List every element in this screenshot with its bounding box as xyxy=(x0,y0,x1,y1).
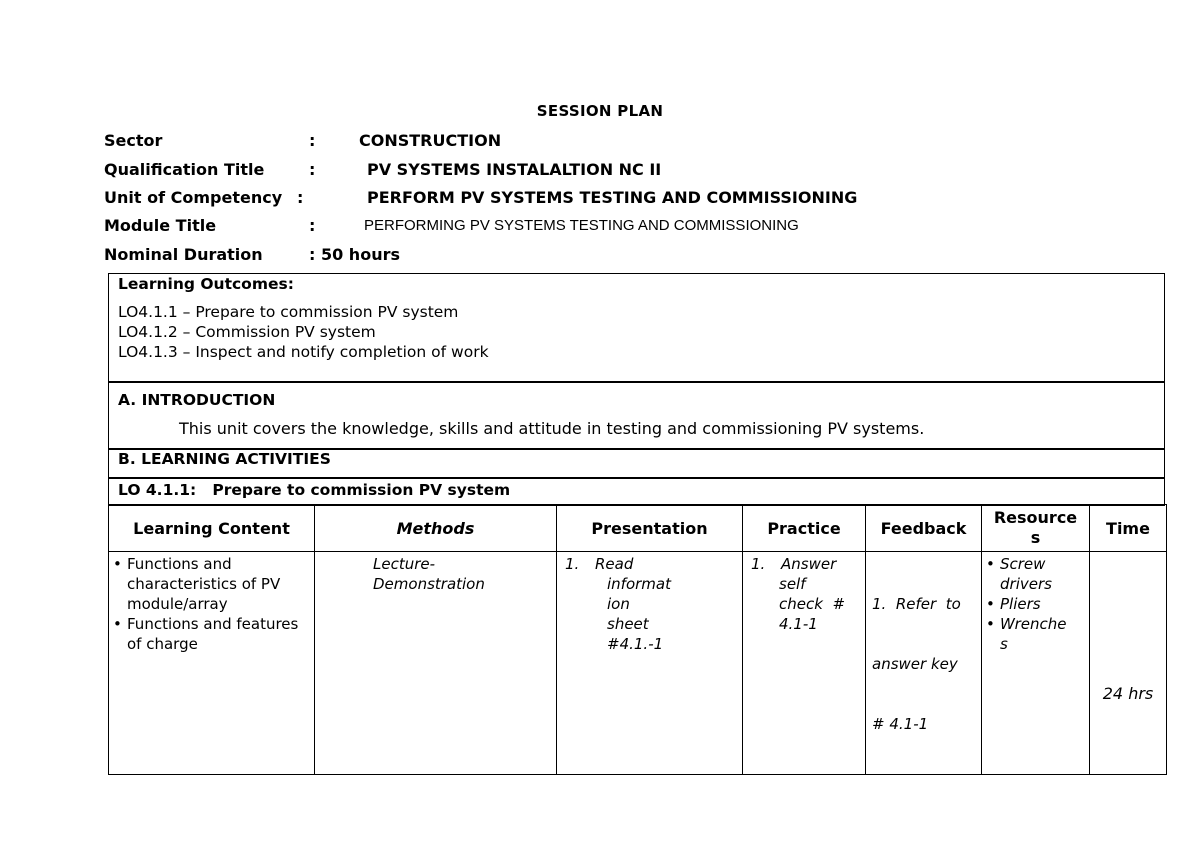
feedback-line: # 4.1-1 xyxy=(872,715,929,733)
header-time: Time xyxy=(1090,505,1167,552)
cell-learning-content xyxy=(109,552,315,775)
presentation-line: #4.1.-1 xyxy=(607,635,664,653)
practice-line: check # xyxy=(779,595,846,613)
lo-heading-box xyxy=(108,477,1165,506)
unit-colon: : xyxy=(297,188,304,207)
methods-line1: Lecture- xyxy=(373,555,436,573)
table-header-row xyxy=(109,505,1167,552)
cell-resources xyxy=(982,552,1090,775)
resource-item xyxy=(986,594,1085,614)
learning-outcome-item: LO4.1.1 – Prepare to commission PV system xyxy=(118,303,459,321)
duration-value: : 50 hours xyxy=(309,245,400,264)
lo-heading: LO 4.1.1: Prepare to commission PV system xyxy=(118,481,511,499)
practice-line: Answer xyxy=(781,555,837,573)
module-colon: : xyxy=(309,216,316,235)
table-row xyxy=(109,552,1167,775)
resource-pliers: • Pliers xyxy=(1000,595,1041,613)
page-title: SESSION PLAN xyxy=(536,102,664,120)
resource-drivers: drivers xyxy=(1000,575,1052,593)
resource-screw: • Screw xyxy=(1000,555,1046,573)
sector-value: CONSTRUCTION xyxy=(359,131,502,150)
practice-number: 1. xyxy=(751,555,766,573)
cell-feedback xyxy=(866,552,982,775)
feedback-line: 1. Refer to xyxy=(872,595,961,613)
resource-item xyxy=(986,554,1085,594)
learning-outcomes-box xyxy=(108,273,1165,383)
feedback-line: answer key xyxy=(872,655,958,673)
cell-methods xyxy=(315,552,557,775)
sector-label: Sector xyxy=(104,131,163,150)
module-label: Module Title xyxy=(104,216,217,235)
learning-outcomes-heading: Learning Outcomes: xyxy=(118,275,294,293)
methods-line2: Demonstration xyxy=(373,575,485,593)
header-methods: Methods xyxy=(315,505,557,552)
content-item: • Functions and features of charge xyxy=(113,614,310,654)
cell-practice xyxy=(743,552,866,775)
learning-activities-heading: B. LEARNING ACTIVITIES xyxy=(118,450,331,468)
introduction-heading: A. INTRODUCTION xyxy=(118,391,276,409)
header-resources-line1: Resource xyxy=(993,508,1078,527)
resource-item xyxy=(986,614,1085,654)
header-presentation: Presentation xyxy=(557,505,743,552)
time-value: 24 hrs xyxy=(1102,683,1154,703)
presentation-line: Read xyxy=(595,555,634,573)
unit-value: PERFORM PV SYSTEMS TESTING AND COMMISSIONING xyxy=(367,188,858,207)
cell-time xyxy=(1090,552,1167,775)
presentation-line: sheet xyxy=(607,615,649,633)
header-practice: Practice xyxy=(743,505,866,552)
practice-line: 4.1-1 xyxy=(779,615,818,633)
header-resources xyxy=(982,505,1090,552)
header-feedback: Feedback xyxy=(866,505,982,552)
learning-outcome-item: LO4.1.3 – Inspect and notify completion of work xyxy=(118,343,489,361)
presentation-number: 1. xyxy=(565,555,580,573)
duration-label: Nominal Duration xyxy=(104,245,263,264)
module-value: PERFORMING PV SYSTEMS TESTING AND COMMISSIONING xyxy=(364,217,799,234)
learning-activities-box xyxy=(108,448,1165,479)
header-resources-line2: s xyxy=(1030,528,1041,547)
sector-colon: : xyxy=(309,131,316,150)
cell-presentation xyxy=(557,552,743,775)
activities-table xyxy=(108,504,1167,775)
qualification-colon: : xyxy=(309,160,316,179)
introduction-text: This unit covers the knowledge, skills and attitude in testing and commissioning PV systems. xyxy=(179,419,925,438)
presentation-line: informat xyxy=(607,575,671,593)
qualification-label: Qualification Title xyxy=(104,160,265,179)
learning-outcome-item: LO4.1.2 – Commission PV system xyxy=(118,323,376,341)
practice-line: self xyxy=(779,575,806,593)
resource-wrench-2: s xyxy=(1000,635,1008,653)
resource-wrench-1: • Wrenche xyxy=(1000,615,1067,633)
unit-label: Unit of Competency xyxy=(104,188,283,207)
qualification-value: PV SYSTEMS INSTALALTION NC II xyxy=(367,160,662,179)
content-item: • Functions and characteristics of PV module/array xyxy=(113,554,310,614)
presentation-line: ion xyxy=(607,595,630,613)
header-learning-content: Learning Content xyxy=(109,505,315,552)
introduction-box xyxy=(108,381,1165,450)
